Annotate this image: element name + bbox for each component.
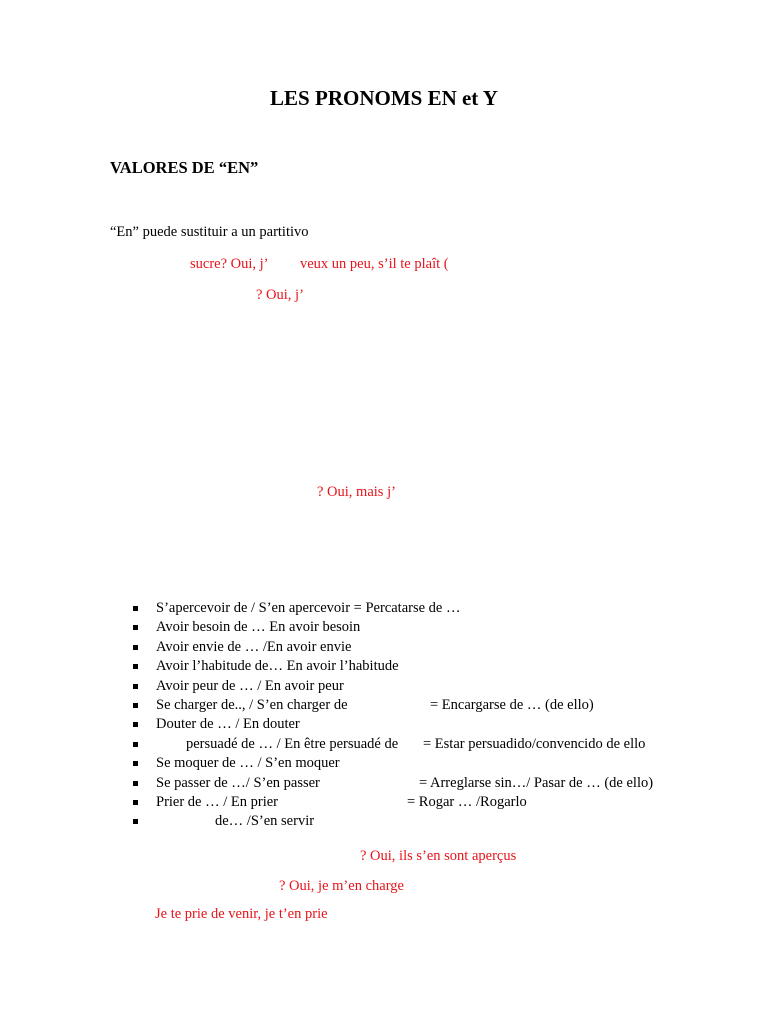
list-item-text: Avoir besoin de … En avoir besoin: [156, 619, 361, 636]
example-answer-3: Je te prie de venir, je t’en prie: [155, 906, 328, 922]
list-item-translation: = Encargarse de … (de ello): [430, 696, 594, 713]
list-item-text: Se moquer de … / S’en moquer: [156, 755, 340, 772]
list-item-text: de… /S’en servir: [215, 813, 315, 830]
bullet-marker: [133, 761, 138, 766]
list-item-text: Avoir l’habitude de… En avoir l’habitude: [156, 658, 399, 675]
list-item-text: Avoir envie de … /En avoir envie: [156, 638, 352, 655]
bullet-marker: [133, 819, 138, 824]
example-line-1b: veux un peu, s’il te plaît (: [300, 256, 449, 272]
example-answer-2: ? Oui, je m’en charge: [279, 878, 404, 894]
bullet-marker: [133, 781, 138, 786]
section-heading: VALORES DE “EN”: [110, 158, 259, 177]
example-answer-1: ? Oui, ils s’en sont aperçus: [360, 848, 517, 864]
bullet-marker: [133, 664, 138, 669]
example-line-3: ? Oui, mais j’: [317, 484, 396, 500]
bullet-marker: [133, 645, 138, 650]
list-item-text: Douter de … / En douter: [156, 716, 300, 733]
intro-text: “En” puede sustituir a un partitivo: [110, 224, 309, 240]
list-item-text: persuadé de … / En être persuadé de: [186, 735, 399, 752]
list-item-text: S’apercevoir de / S’en apercevoir = Percatarse de …: [156, 600, 461, 616]
list-item-text: Avoir peur de … / En avoir peur: [156, 677, 344, 694]
list-item-text: Prier de … / En prier: [156, 793, 279, 810]
bullet-marker: [133, 625, 138, 630]
bullet-marker: [133, 606, 138, 611]
list-item-translation: = Rogar … /Rogarlo: [407, 793, 527, 810]
list-item-text: Se charger de.., / S’en charger de: [156, 696, 348, 713]
bullet-marker: [133, 684, 138, 689]
bullet-marker: [133, 742, 138, 747]
page-title: LES PRONOMS EN et Y: [270, 86, 498, 110]
list-item-translation: = Arreglarse sin…/ Pasar de … (de ello): [419, 774, 654, 791]
list-item-text: Se passer de …/ S’en passer: [156, 774, 320, 791]
example-line-2: ? Oui, j’: [256, 287, 304, 303]
bullet-marker: [133, 722, 138, 727]
list-item-translation: = Estar persuadido/convencido de ello: [423, 735, 646, 752]
example-line-1a: sucre? Oui, j’: [190, 256, 269, 272]
bullet-marker: [133, 800, 138, 805]
bullet-marker: [133, 703, 138, 708]
